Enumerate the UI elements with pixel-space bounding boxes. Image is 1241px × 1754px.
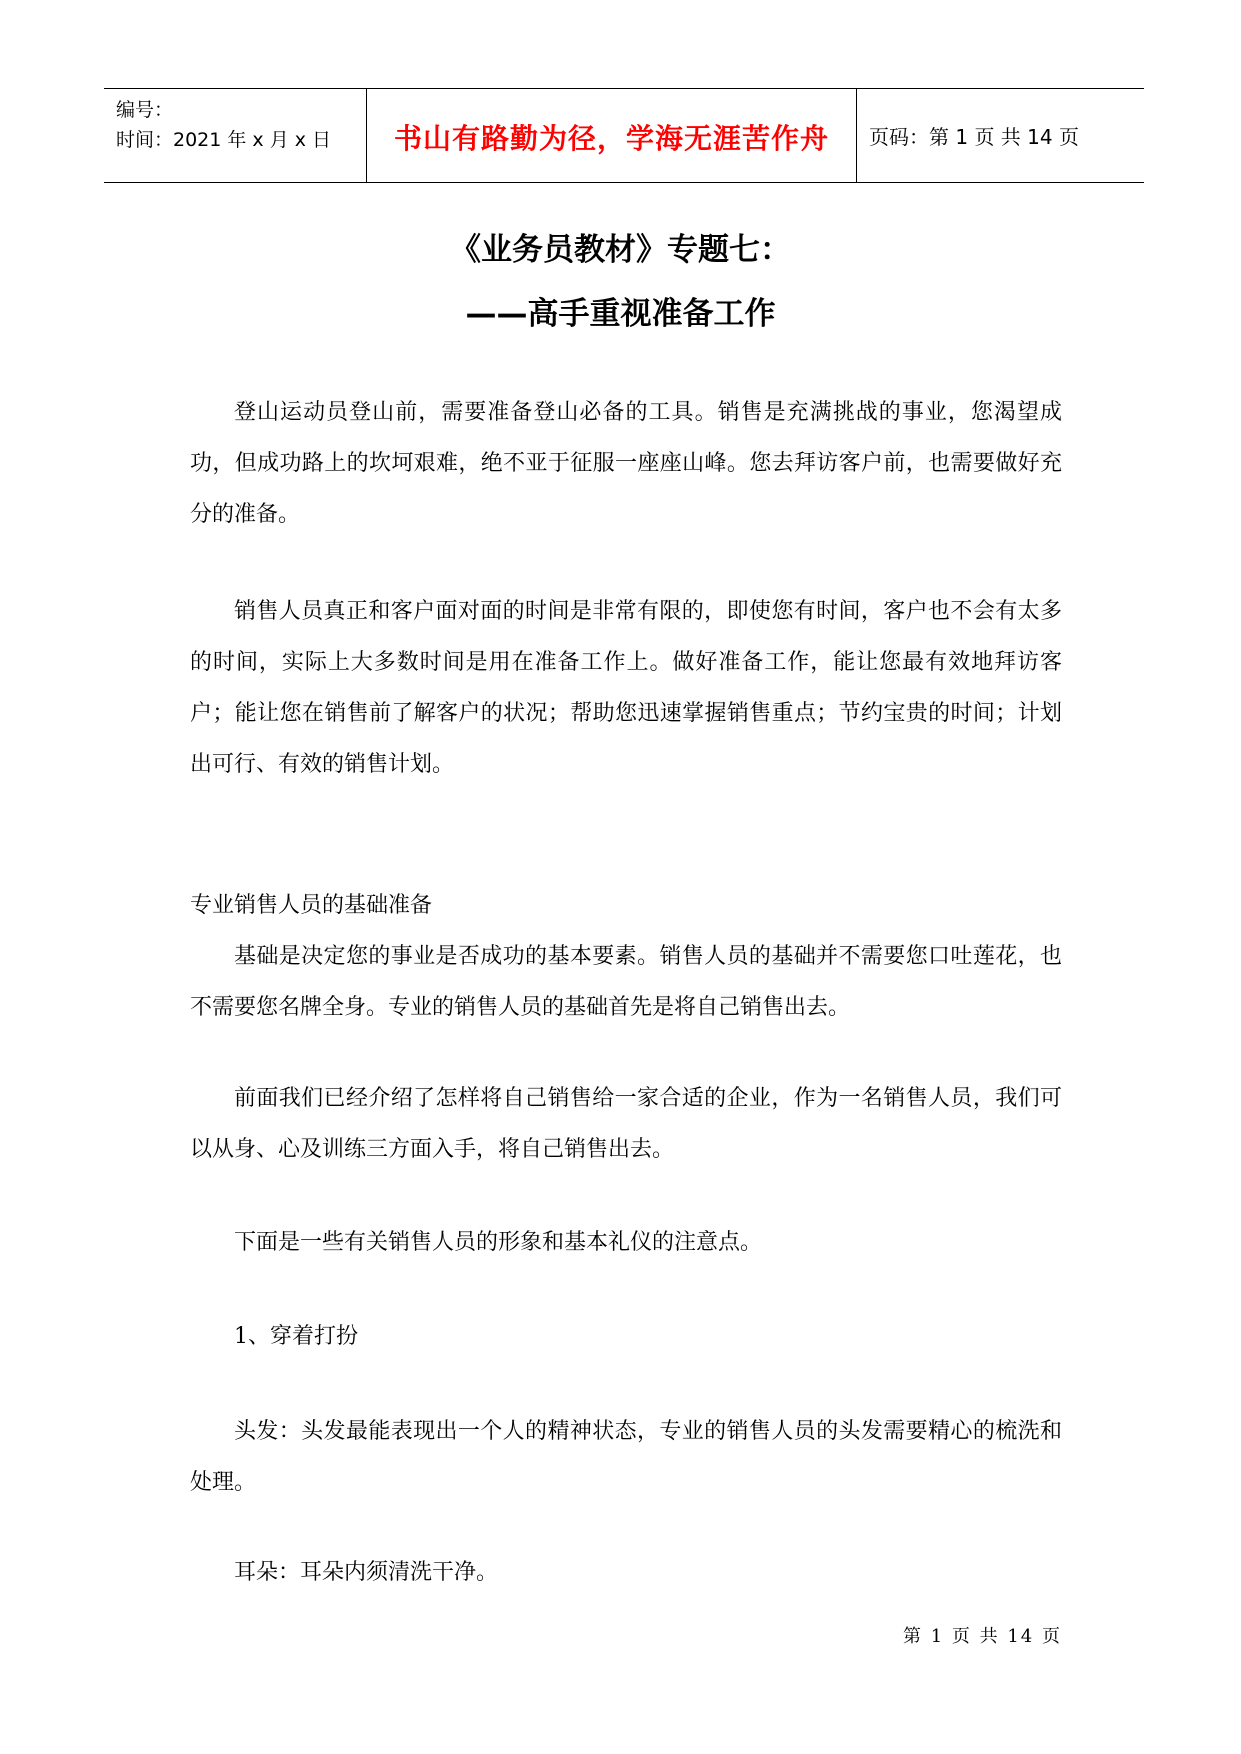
document-time-label: 时间：2021 年 x 月 x 日 (116, 129, 332, 151)
paragraph-text: 下面是一些有关销售人员的形象和基本礼仪的注意点。 (234, 1230, 763, 1255)
header-page-label: 页码：第 1 页 共 14 页 (869, 125, 1079, 149)
section-heading (190, 880, 1062, 931)
paragraph-4 (190, 1073, 1062, 1175)
page-header (104, 88, 1144, 183)
header-meta (104, 89, 367, 182)
list-item-1 (190, 1311, 1062, 1362)
paragraph-3 (190, 931, 1062, 1033)
document-title: 《业务员教材》专题七： (450, 232, 791, 268)
paragraph-text: 销售人员真正和客户面对面的时间是非常有限的，即使您有时间，客户也不会有太多的时间，实际上大多数时间是用在准备工作上。做好准备工作，能让您最有效地拜访客户；能让您在销售前了解客户的状况；帮助您迅速掌握销售重点；节约宝贵的时间；计划出可行、有效的销售计划。 (190, 599, 1062, 777)
paragraph-1 (190, 387, 1062, 540)
paragraph-6 (190, 1406, 1062, 1508)
header-motto: 书山有路勤为径，学海无涯苦作舟 (367, 89, 857, 182)
section-heading-text: 专业销售人员的基础准备 (190, 893, 433, 918)
document-subtitle: ——高手重视准备工作 (465, 296, 776, 332)
paragraph-text: 登山运动员登山前，需要准备登山必备的工具。销售是充满挑战的事业，您渴望成功，但成功路上的坎坷艰难，绝不亚于征服一座座山峰。您去拜访客户前，也需要做好充分的准备。 (190, 400, 1062, 527)
document-number-label: 编号： (116, 99, 174, 121)
paragraph-2 (190, 586, 1062, 790)
paragraph-text: 头发：头发最能表现出一个人的精神状态，专业的销售人员的头发需要精心的梳洗和处理。 (190, 1419, 1062, 1495)
paragraph-text: 基础是决定您的事业是否成功的基本要素。销售人员的基础并不需要您口吐莲花，也不需要您名牌全身。专业的销售人员的基础首先是将自己销售出去。 (190, 944, 1062, 1020)
page-footer: 第 1 页 共 14 页 (903, 1626, 1062, 1647)
paragraph-5 (190, 1217, 1062, 1268)
list-item-text: 1、穿着打扮 (234, 1324, 358, 1349)
paragraph-text: 前面我们已经介绍了怎样将自己销售给一家合适的企业，作为一名销售人员，我们可以从身、心及训练三方面入手，将自己销售出去。 (190, 1086, 1062, 1162)
paragraph-text: 耳朵：耳朵内须清洗干净。 (234, 1560, 499, 1585)
paragraph-7 (190, 1547, 1062, 1598)
